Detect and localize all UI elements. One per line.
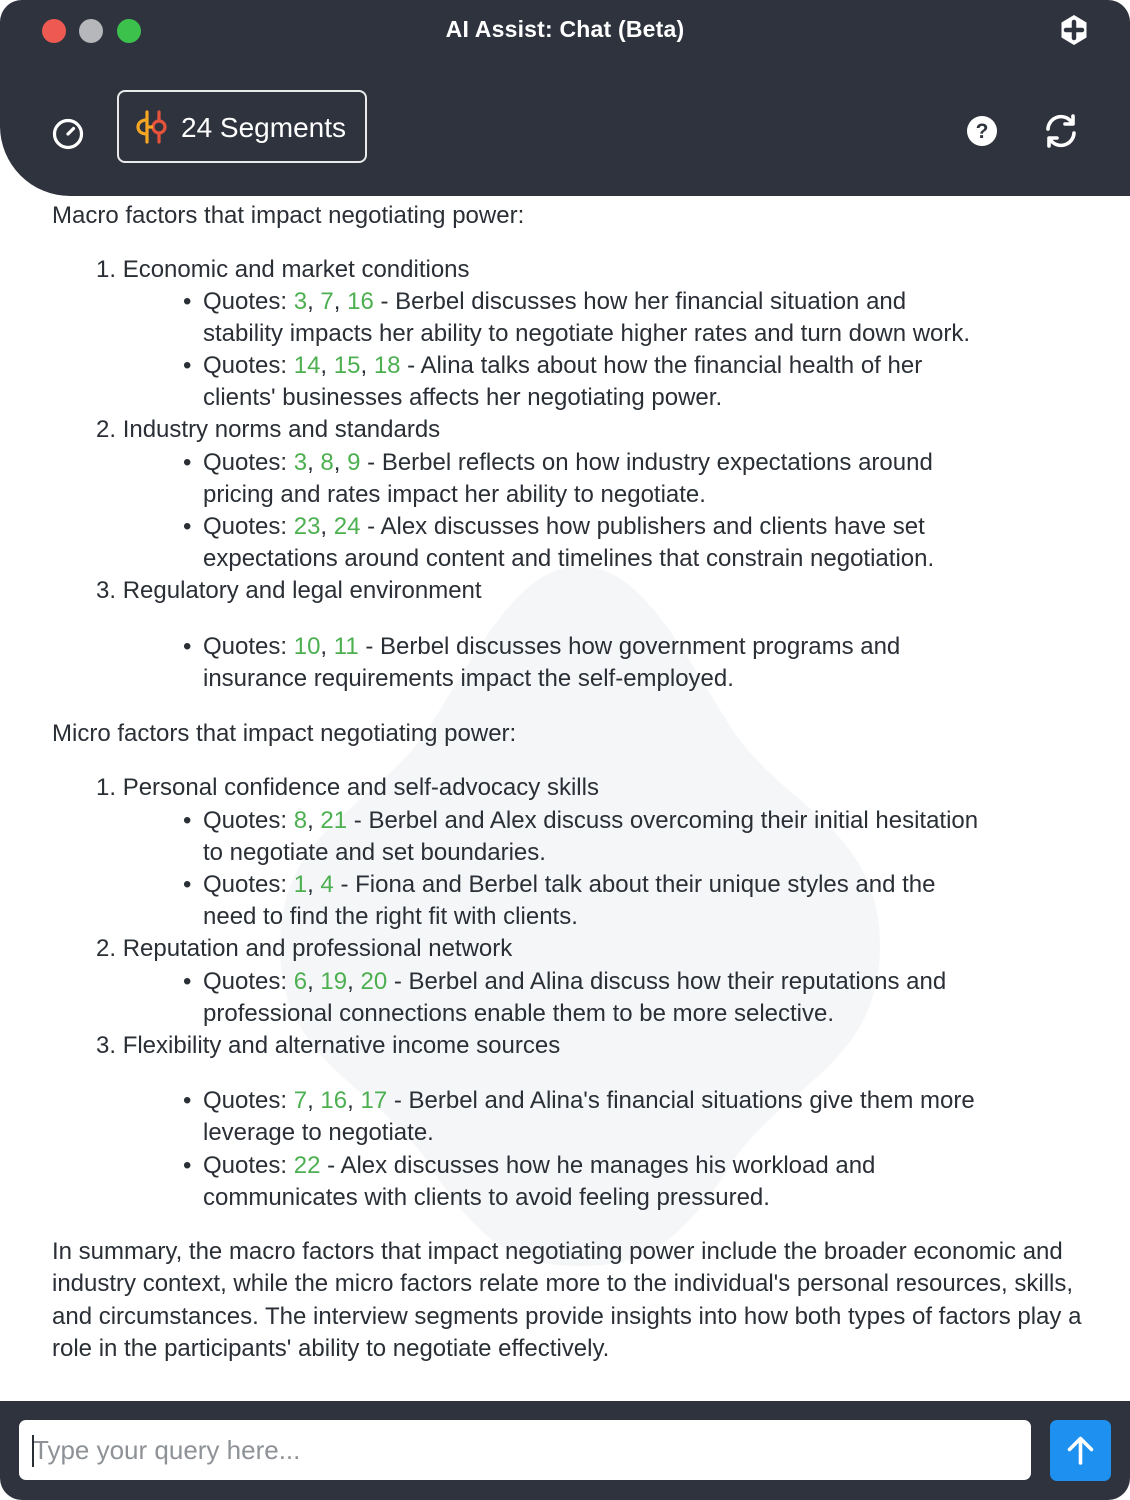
summary-paragraph: In summary, the macro factors that impact negotiating power include the broader economic and industry context, while the micro factors relate more to the individual's personal resources, skills, and circumstances. The interview segments provide insights into how both types of factors play a role in the participants' ability to negotiate effectively.	[52, 1238, 1082, 1363]
query-input[interactable]	[19, 1420, 1031, 1480]
quote-bullet: Quotes: 14, 15, 18 - Alina talks about how the financial health of her	[203, 352, 923, 379]
quote-link[interactable]: 11	[333, 633, 359, 660]
bullet-marker: •	[183, 513, 192, 540]
quote-bullet: Quotes: 10, 11 - Berbel discusses how government programs and	[203, 633, 901, 660]
quote-link[interactable]: 6	[293, 968, 308, 995]
quote-link[interactable]: 16	[347, 288, 374, 315]
quote-bullet: Quotes: 22 - Alex discusses how he manages his workload and	[203, 1152, 876, 1179]
bullet-marker: •	[183, 968, 192, 995]
svg-text:?: ?	[975, 120, 989, 143]
quote-bullet-cont: clients' businesses affects her negotiating power.	[203, 384, 723, 411]
text-caret	[32, 1435, 34, 1467]
quote-bullet-cont: stability impacts her ability to negotiate higher rates and turn down work.	[203, 320, 971, 347]
segments-icon	[135, 109, 171, 145]
quote-link[interactable]: 23	[293, 513, 321, 540]
quote-link[interactable]: 20	[360, 968, 388, 995]
quote-link[interactable]: 15	[333, 352, 361, 379]
quote-link[interactable]: 18	[373, 352, 401, 379]
quote-link[interactable]: 7	[293, 1087, 308, 1114]
refresh-icon[interactable]	[1042, 112, 1080, 150]
bullet-marker: •	[183, 449, 192, 476]
quote-link[interactable]: 3	[293, 449, 308, 476]
history-icon[interactable]	[50, 116, 86, 152]
quote-link[interactable]: 4	[320, 871, 334, 898]
quote-bullet: Quotes: 7, 16, 17 - Berbel and Alina's financial situations give them more	[203, 1087, 975, 1114]
micro-item-3: 3. Flexibility and alternative income sources	[96, 1032, 561, 1059]
plugin-icon[interactable]	[1058, 14, 1090, 46]
quote-link[interactable]: 10	[293, 633, 321, 660]
quote-link[interactable]: 1	[293, 871, 308, 898]
bullet-marker: •	[183, 352, 192, 379]
window-title: AI Assist: Chat (Beta)	[445, 16, 685, 42]
quote-bullet-cont: professional connections enable them to be more selective.	[203, 1000, 835, 1027]
quote-bullet-cont: leverage to negotiate.	[203, 1119, 434, 1146]
send-button[interactable]	[1050, 1420, 1111, 1481]
bullet-marker: •	[183, 288, 192, 315]
segments-button[interactable]	[117, 90, 367, 163]
quote-bullet-cont: need to find the right fit with clients.	[203, 903, 578, 930]
quote-link[interactable]: 3	[293, 288, 308, 315]
chat-response	[0, 196, 1130, 1401]
macro-heading: Macro factors that impact negotiating power:	[52, 202, 525, 229]
bullet-marker: •	[183, 633, 192, 660]
macro-item-3: 3. Regulatory and legal environment	[96, 577, 482, 604]
input-bar	[0, 1401, 1130, 1500]
quote-bullet: Quotes: 1, 4 - Fiona and Berbel talk about their unique styles and the	[203, 871, 936, 898]
bullet-marker: •	[183, 871, 192, 898]
quote-link[interactable]: 9	[347, 449, 361, 476]
quote-bullet-cont: pricing and rates impact her ability to negotiate.	[203, 481, 706, 508]
quote-link[interactable]: 22	[293, 1152, 321, 1179]
quote-link[interactable]: 17	[360, 1087, 388, 1114]
help-icon[interactable]	[966, 115, 998, 147]
title-bar	[0, 0, 1130, 60]
quote-bullet: Quotes: 3, 8, 9 - Berbel reflects on how industry expectations around	[203, 449, 933, 476]
macro-item-2: 2. Industry norms and standards	[96, 416, 441, 443]
quote-link[interactable]: 7	[320, 288, 334, 315]
quote-bullet-cont: expectations around content and timelines that constrain negotiation.	[203, 545, 935, 572]
macro-item-1: 1. Economic and market conditions	[96, 256, 470, 283]
quote-bullet-cont: communicates with clients to avoid feeling pressured.	[203, 1184, 770, 1211]
segments-label: 24 Segments	[181, 112, 346, 143]
quote-bullet: Quotes: 8, 21 - Berbel and Alex discuss overcoming their initial hesitation	[203, 807, 979, 834]
quote-link[interactable]: 8	[320, 449, 334, 476]
bullet-marker: •	[183, 807, 192, 834]
quote-link[interactable]: 24	[333, 513, 361, 540]
quote-bullet-cont: to negotiate and set boundaries.	[203, 839, 546, 866]
bullet-marker: •	[183, 1152, 192, 1179]
quote-bullet: Quotes: 3, 7, 16 - Berbel discusses how her financial situation and	[203, 288, 907, 315]
quote-link[interactable]: 16	[320, 1087, 348, 1114]
bullet-marker: •	[183, 1087, 192, 1114]
quote-link[interactable]: 21	[320, 807, 348, 834]
micro-item-1: 1. Personal confidence and self-advocacy skills	[96, 774, 599, 801]
arrow-up-icon	[1064, 1434, 1097, 1467]
quote-link[interactable]: 8	[293, 807, 308, 834]
quote-link[interactable]: 14	[293, 352, 321, 379]
quote-bullet-cont: insurance requirements impact the self-employed.	[203, 665, 734, 692]
quote-bullet: Quotes: 6, 19, 20 - Berbel and Alina discuss how their reputations and	[203, 968, 947, 995]
micro-item-2: 2. Reputation and professional network	[96, 935, 513, 962]
micro-heading: Micro factors that impact negotiating power:	[52, 720, 517, 747]
quote-bullet: Quotes: 23, 24 - Alex discusses how publishers and clients have set	[203, 513, 925, 540]
toolbar	[0, 60, 1130, 196]
quote-link[interactable]: 19	[320, 968, 348, 995]
